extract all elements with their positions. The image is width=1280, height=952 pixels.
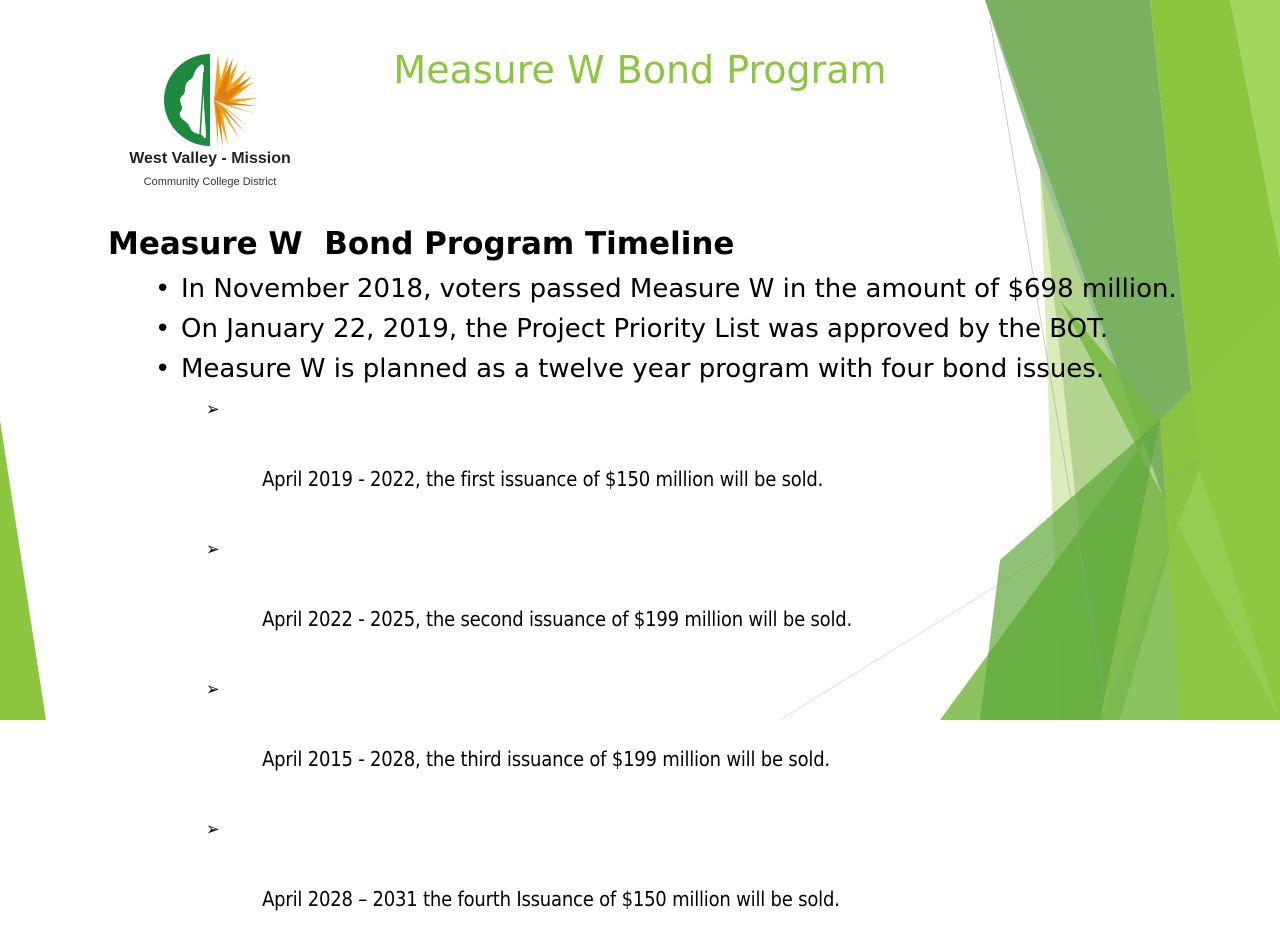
sub-bullet-text: April 2015 - 2028, the third issuance of $199 million will be sold.: [262, 747, 830, 771]
sub-bullet-text: April 2028 – 2031 the fourth Issuance of $150 million will be sold.: [262, 887, 840, 911]
bullet-text: On January 22, 2019, the Project Priority List was approved by the BOT.: [181, 314, 1109, 344]
list-item: [0, 272, 1181, 306]
bullet-text: In November 2018, voters passed Measure W in the amount of $698 million.: [181, 274, 1177, 304]
leaf-sun-logo-icon: [162, 52, 262, 148]
list-item: [0, 532, 1200, 672]
sub-bullet-list: [0, 392, 1200, 952]
list-item: [0, 392, 1200, 532]
bullet-dot-icon: •: [155, 354, 171, 384]
bullet-dot-icon: •: [155, 314, 171, 344]
arrow-bullet-icon: ➢: [206, 399, 220, 420]
sub-bullet-text: April 2022 - 2025, the second issuance of $199 million will be sold.: [262, 607, 852, 631]
bullet-text: Measure W is planned as a twelve year program with four bond issues.: [181, 354, 1105, 384]
section-heading: Measure W Bond Program Timeline: [108, 226, 735, 262]
logo-subtitle: Community College District: [143, 176, 277, 188]
arrow-bullet-icon: ➢: [206, 539, 220, 560]
list-item: [0, 312, 1181, 346]
logo-name: West Valley - Mission: [129, 150, 291, 167]
arrow-bullet-icon: ➢: [206, 679, 220, 700]
slide-title: Measure W Bond Program: [393, 48, 887, 92]
list-item: [0, 812, 1200, 952]
arrow-bullet-icon: ➢: [206, 819, 220, 840]
bullet-list: [0, 272, 1200, 952]
bullet-dot-icon: •: [155, 274, 171, 304]
list-item: [0, 352, 1181, 386]
sub-bullet-text: April 2019 - 2022, the first issuance of $150 million will be sold.: [262, 467, 824, 491]
list-item: [0, 672, 1200, 812]
district-logo: [110, 48, 310, 198]
